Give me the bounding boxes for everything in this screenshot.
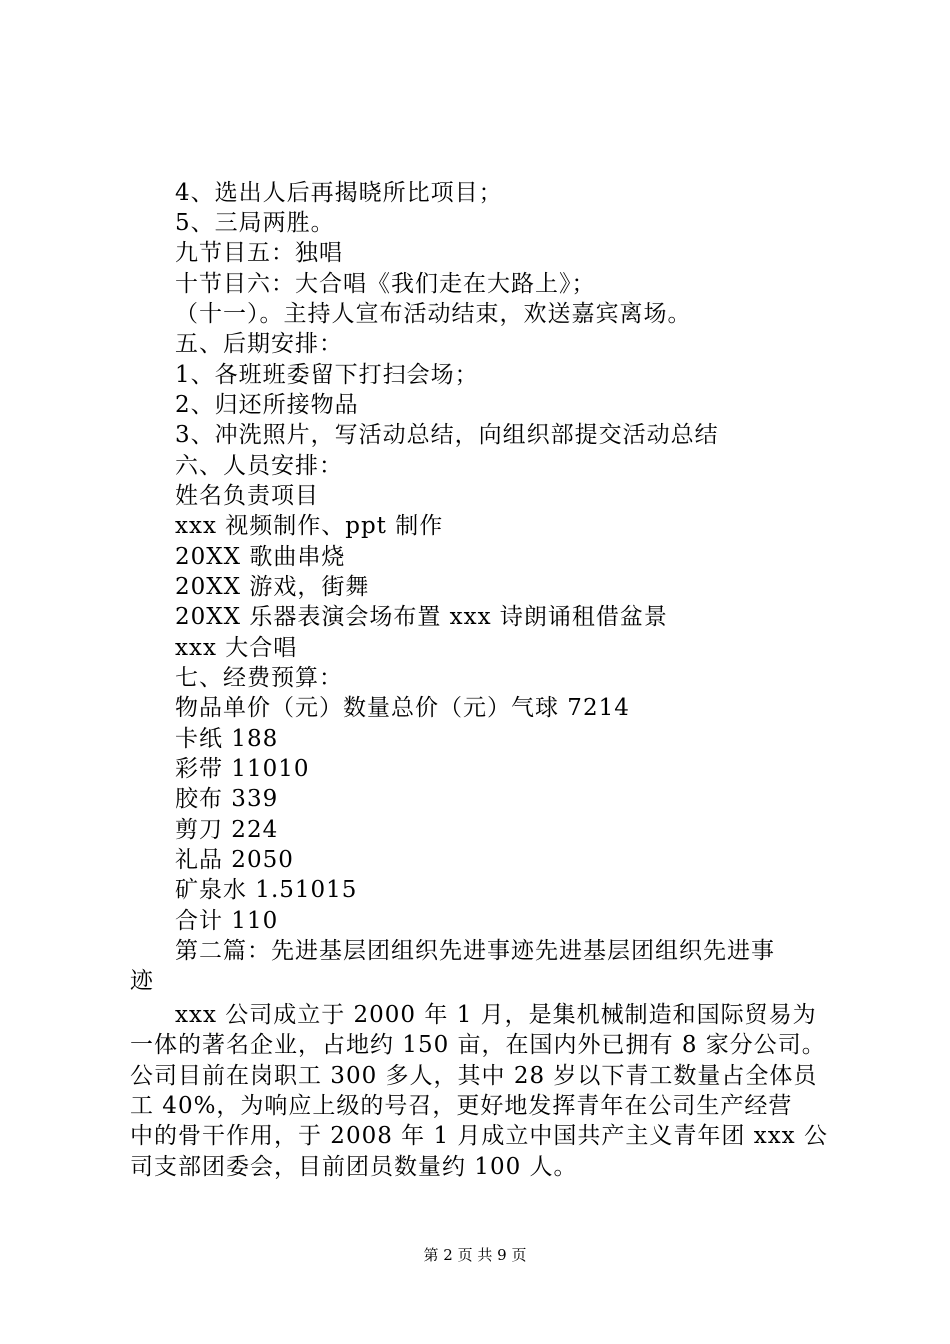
section-title: 六、人员安排： — [175, 453, 343, 479]
text-line: 剪刀 224 — [175, 817, 279, 843]
paragraph-line: 公司目前在岗职工 300 多人，其中 28 岁以下青工数量占全体员 — [130, 1063, 818, 1089]
paragraph-line: xxx 公司成立于 2000 年 1 月，是集机械制造和国际贸易为 — [175, 1002, 817, 1028]
text-line: 20XX 游戏，街舞 — [175, 574, 370, 600]
text-line: 20XX 乐器表演会场布置 xxx 诗朗诵租借盆景 — [175, 604, 668, 630]
text-line: 20XX 歌曲串烧 — [175, 544, 346, 570]
text-line: 彩带 11010 — [175, 756, 310, 782]
text-line: xxx 视频制作、ppt 制作 — [175, 513, 444, 539]
text-line: （十一）。主持人宣布活动结束，欢送嘉宾离场。 — [175, 301, 692, 327]
section-title: 五、后期安排： — [175, 331, 343, 357]
text-line: 卡纸 188 — [175, 726, 279, 752]
paragraph-line: 工 40%，为响应上级的号召，更好地发挥青年在公司生产经营 — [130, 1093, 793, 1119]
section-heading-continuation: 迹 — [130, 968, 154, 994]
text-line: 2、归还所接物品 — [175, 392, 359, 418]
text-line: 4、选出人后再揭晓所比项目； — [175, 180, 503, 206]
text-line: 物品单价（元）数量总价（元）气球 7214 — [175, 695, 630, 721]
text-line: 九节目五：独唱 — [175, 240, 343, 266]
text-line: 1、各班班委留下打扫会场； — [175, 362, 479, 388]
text-line: xxx 大合唱 — [175, 635, 298, 661]
section-heading: 第二篇：先进基层团组织先进事迹先进基层团组织先进事 — [175, 938, 775, 964]
text-line: 胶布 339 — [175, 786, 279, 812]
paragraph-line: 中的骨干作用，于 2008 年 1 月成立中国共产主义青年团 xxx 公 — [130, 1123, 828, 1149]
text-line: 5、三局两胜。 — [175, 210, 335, 236]
text-line: 3、冲洗照片，写活动总结，向组织部提交活动总结 — [175, 422, 719, 448]
text-line: 姓名负责项目 — [175, 483, 319, 509]
section-title: 七、经费预算： — [175, 665, 343, 691]
text-line: 矿泉水 1.51015 — [175, 877, 358, 903]
text-line: 十节目六：大合唱《我们走在大路上》； — [175, 271, 596, 297]
paragraph-line: 司支部团委会，目前团员数量约 100 人。 — [130, 1154, 578, 1180]
text-line: 礼品 2050 — [175, 847, 294, 873]
paragraph-line: 一体的著名企业，占地约 150 亩，在国内外已拥有 8 家分公司。 — [130, 1032, 826, 1058]
text-line: 合计 110 — [175, 908, 279, 934]
page-number-footer: 第 2 页 共 9 页 — [423, 1246, 527, 1264]
